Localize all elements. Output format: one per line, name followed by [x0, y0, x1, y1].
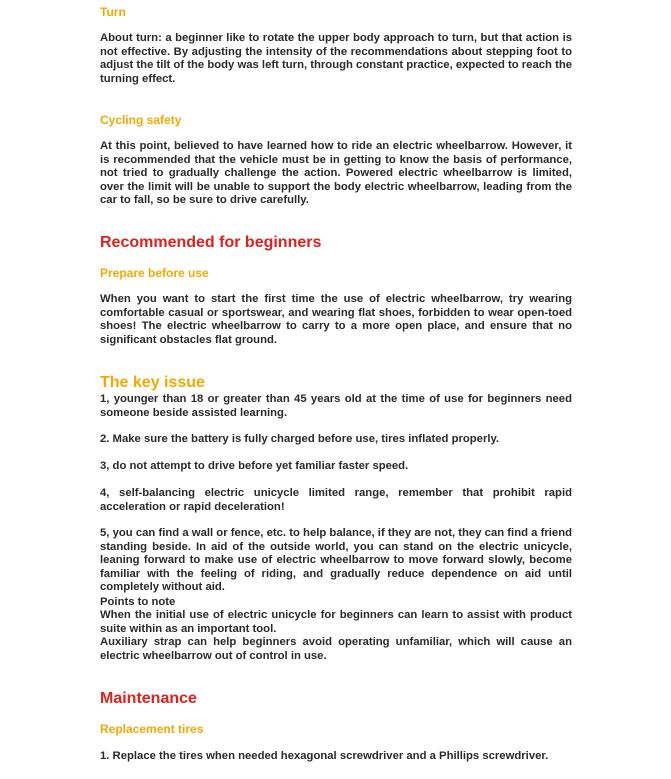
key-issue-item-3: 3, do not attempt to drive before yet familiar faster speed. [100, 460, 409, 472]
key-issue-item-1: 1, younger than 18 or greater than 45 years old at the time of use for beginners need someone beside assisted learning. [100, 393, 572, 419]
cycling-safety-heading: Cycling safety [100, 113, 182, 127]
prepare-paragraph: When you want to start the first time the use of electric wheelbarrow, try wearing comfortable casual or sportswear, and wearing flat shoes, forbidden to wear open-toed shoes! The electric wheelbarrow to carry to a more open place, and ensure that no significant obstacles flat ground. [100, 293, 572, 346]
key-issue-title: The key issue [100, 374, 205, 391]
points-to-note-heading: Points to note [100, 596, 176, 608]
points-to-note-item-2: Auxiliary strap can help beginners avoid operating unfamiliar, which will cause an electric wheelbarrow out of control in use. [100, 636, 572, 662]
key-issue-item-4: 4, self-balancing electric unicycle limited range, remember that prohibit rapid acceleration or rapid deceleration! [100, 487, 572, 513]
turn-heading: Turn [100, 5, 126, 19]
key-issue-item-2: 2. Make sure the battery is fully charged before use, tires inflated properly. [100, 433, 500, 445]
maintenance-title: Maintenance [100, 690, 197, 707]
replacement-tires-paragraph: 1. Replace the tires when needed hexagonal screwdriver and a Phillips screwdriver. [100, 750, 549, 762]
turn-paragraph: About turn: a beginner like to rotate the upper body approach to turn, but that action is not effective. By adjusting the intensity of the recommendations about stepping foot to adjust the tilt of the body was left turn, through constant practice, expected to reach the turning effect. [100, 32, 573, 85]
cycling-safety-paragraph: At this point, believed to have learned how to ride an electric wheelbarrow. However, it is recommended that the vehicle must be in getting to know the basis of performance, not tried to gradually challenge the action. Powered electric wheelbarrow is limited, over the limit will be unable to support the body electric wheelbarrow, leading from the car to fall, so be sure to drive carefully. [100, 140, 572, 206]
replacement-tires-heading: Replacement tires [100, 722, 204, 736]
key-issue-item-5: 5, you can find a wall or fence, etc. to help balance, if they are not, they can find a friend standing beside. In aid of the outside world, you can stand on the electric unicycle, leaning forward to make use of electric wheelbarrow to move forward slowly, become familiar with the feeling of riding, and gradually reduce dependence on aid until completely without aid. [100, 527, 572, 593]
recommended-title: Recommended for beginners [100, 234, 322, 251]
prepare-heading: Prepare before use [100, 266, 209, 280]
points-to-note-item-1: When the initial use of electric unicycle for beginners can learn to assist with product suite within as an important tool. [100, 609, 572, 635]
